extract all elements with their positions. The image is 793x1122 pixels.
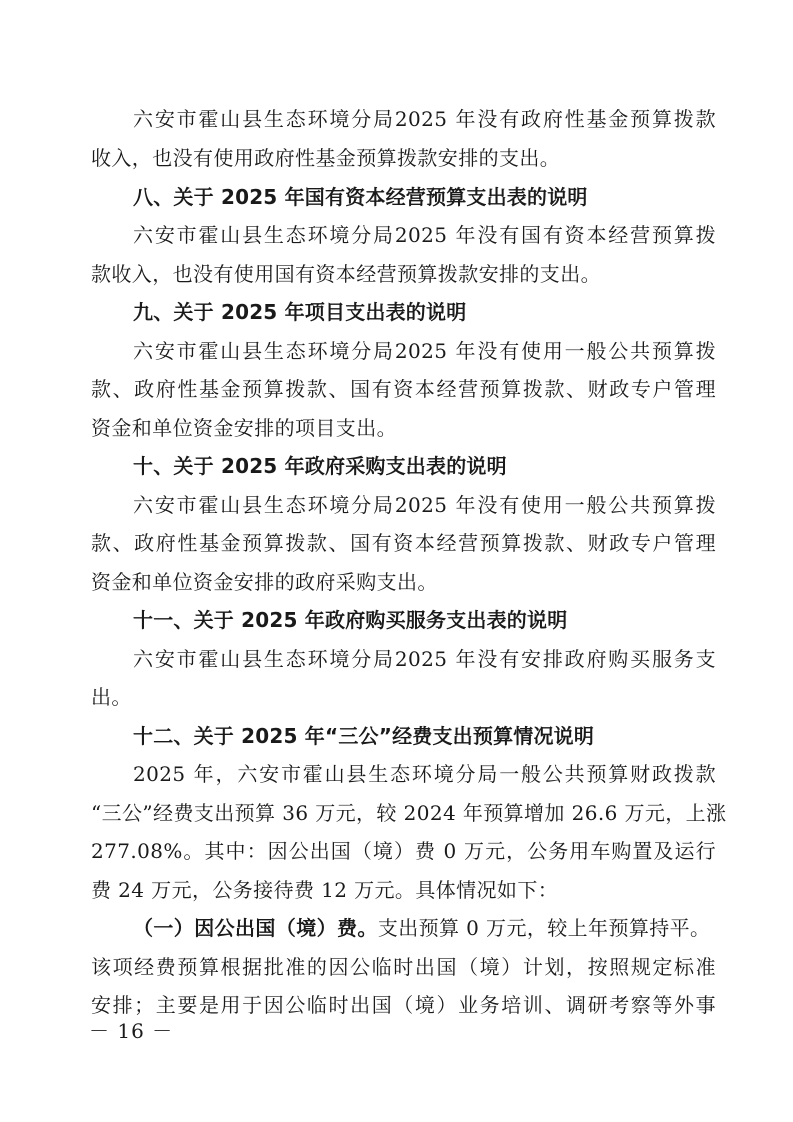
paragraph-line: 六安市霍山县生态环境分局2025 年没有使用一般公共预算拨 <box>133 339 716 363</box>
paragraph-line: 2025 年，六安市霍山县生态环境分局一般公共预算财政拨款 <box>133 762 716 786</box>
paragraph-line: 资金和单位资金安排的项目支出。 <box>91 416 397 440</box>
paragraph-line: 该项经费预算根据批准的因公临时出国（境）计划，按照规定标准 <box>91 955 716 979</box>
paragraph-line: 出。 <box>91 685 132 709</box>
paragraph-line: 收入，也没有使用政府性基金预算拨款安排的支出。 <box>91 146 561 170</box>
paragraph-line: 资金和单位资金安排的政府采购支出。 <box>91 570 438 594</box>
paragraph-line: 277.08%。其中：因公出国（境）费 0 万元，公务用车购置及运行 <box>91 839 716 863</box>
paragraph-line: 款、政府性基金预算拨款、国有资本经营预算拨款、财政专户管理 <box>91 531 716 555</box>
page-number: － 16 － <box>89 1019 174 1043</box>
paragraph-text: 支出预算 0 万元，较上年预算持平。 <box>377 916 711 940</box>
section-heading-9: 九、关于 2025 年项目支出表的说明 <box>133 300 467 324</box>
paragraph-line: 六安市霍山县生态环境分局2025 年没有政府性基金预算拨款 <box>133 107 716 131</box>
section-heading-11: 十一、关于 2025 年政府购买服务支出表的说明 <box>133 608 568 632</box>
paragraph-line: “三公”经费支出预算 36 万元，较 2024 年预算增加 26.6 万元，上涨 <box>91 801 727 825</box>
section-heading-12: 十二、关于 2025 年“三公”经费支出预算情况说明 <box>133 724 595 748</box>
paragraph-line: 款、政府性基金预算拨款、国有资本经营预算拨款、财政专户管理 <box>91 377 716 401</box>
section-heading-8: 八、关于 2025 年国有资本经营预算支出表的说明 <box>133 185 588 209</box>
section-heading-10: 十、关于 2025 年政府采购支出表的说明 <box>133 454 507 478</box>
paragraph-line: 款收入，也没有使用国有资本经营预算拨款安排的支出。 <box>91 262 601 286</box>
paragraph-line: 六安市霍山县生态环境分局2025 年没有安排政府购买服务支 <box>133 647 716 671</box>
paragraph-line <box>133 915 716 941</box>
subsection-heading: （一）因公出国（境）费。 <box>133 916 378 940</box>
paragraph-line: 六安市霍山县生态环境分局2025 年没有国有资本经营预算拨 <box>133 223 716 247</box>
paragraph-line: 安排；主要是用于因公临时出国（境）业务培训、调研考察等外事 <box>91 993 716 1017</box>
paragraph-line: 六安市霍山县生态环境分局2025 年没有使用一般公共预算拨 <box>133 493 716 517</box>
paragraph-line: 费 24 万元，公务接待费 12 万元。具体情况如下： <box>91 878 559 902</box>
